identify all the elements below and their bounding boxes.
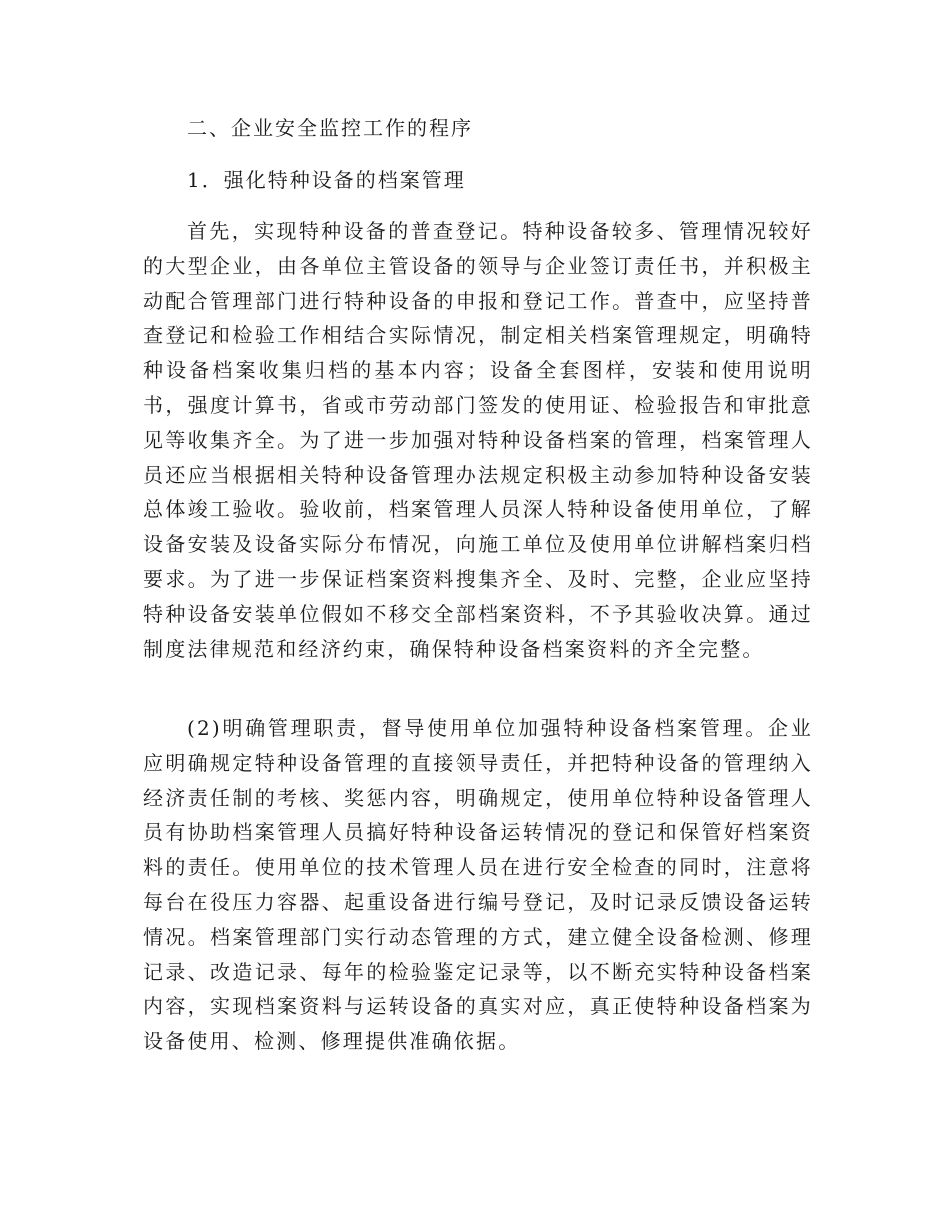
body-paragraph-1: 首先，实现特种设备的普查登记。特种设备较多、管理情况较好的大型企业，由各单位主管设备的领导与企业签订责任书，并积极主动配合管理部门进行特种设备的申报和登记工作。普查中，应坚持普查登记和检验工作相结合实际情况，制定相关档案管理规定，明确特种设备档案收集归档的基本内容；设备全套图样，安装和使用说明书，强度计算书，省或市劳动部门签发的使用证、检验报告和审批意见等收集齐全。为了进一步加强对特种设备档案的管理，档案管理人员还应当根据相关特种设备管理办法规定积极主动参加特种设备安装总体竣工验收。验收前，档案管理人员深人特种设备使用单位，了解设备安装及设备实际分布情况，向施工单位及使用单位讲解档案归档要求。为了进一步保证档案资料搜集齐全、及时、完整，企业应坚持特种设备安装单位假如不移交全部档案资料，不予其验收决算。通过制度法律规范和经济约束，确保特种设备档案资料的齐全完整。	[143, 219, 813, 661]
section-heading: 二、企业安全监控工作的程序	[187, 116, 473, 140]
body-paragraph-2: (2)明确管理职责，督导使用单位加强特种设备档案管理。企业应明确规定特种设备管理的直接领导责任，并把特种设备的管理纳入经济责任制的考核、奖惩内容，明确规定，使用单位特种设备管理人员有协助档案管理人员搞好特种设备运转情况的登记和保管好档案资料的责任。使用单位的技术管理人员在进行安全检查的同时，注意将每台在役压力容器、起重设备进行编号登记，及时记录反馈设备运转情况。档案管理部门实行动态管理的方式，建立健全设备检测、修理记录、改造记录、每年的检验鉴定记录等，以不断充实特种设备档案内容，实现档案资料与运转设备的真实对应，真正使特种设备档案为设备使用、检测、修理提供准确依据。	[143, 716, 813, 1054]
sub-heading: 1．强化特种设备的档案管理	[187, 168, 466, 192]
